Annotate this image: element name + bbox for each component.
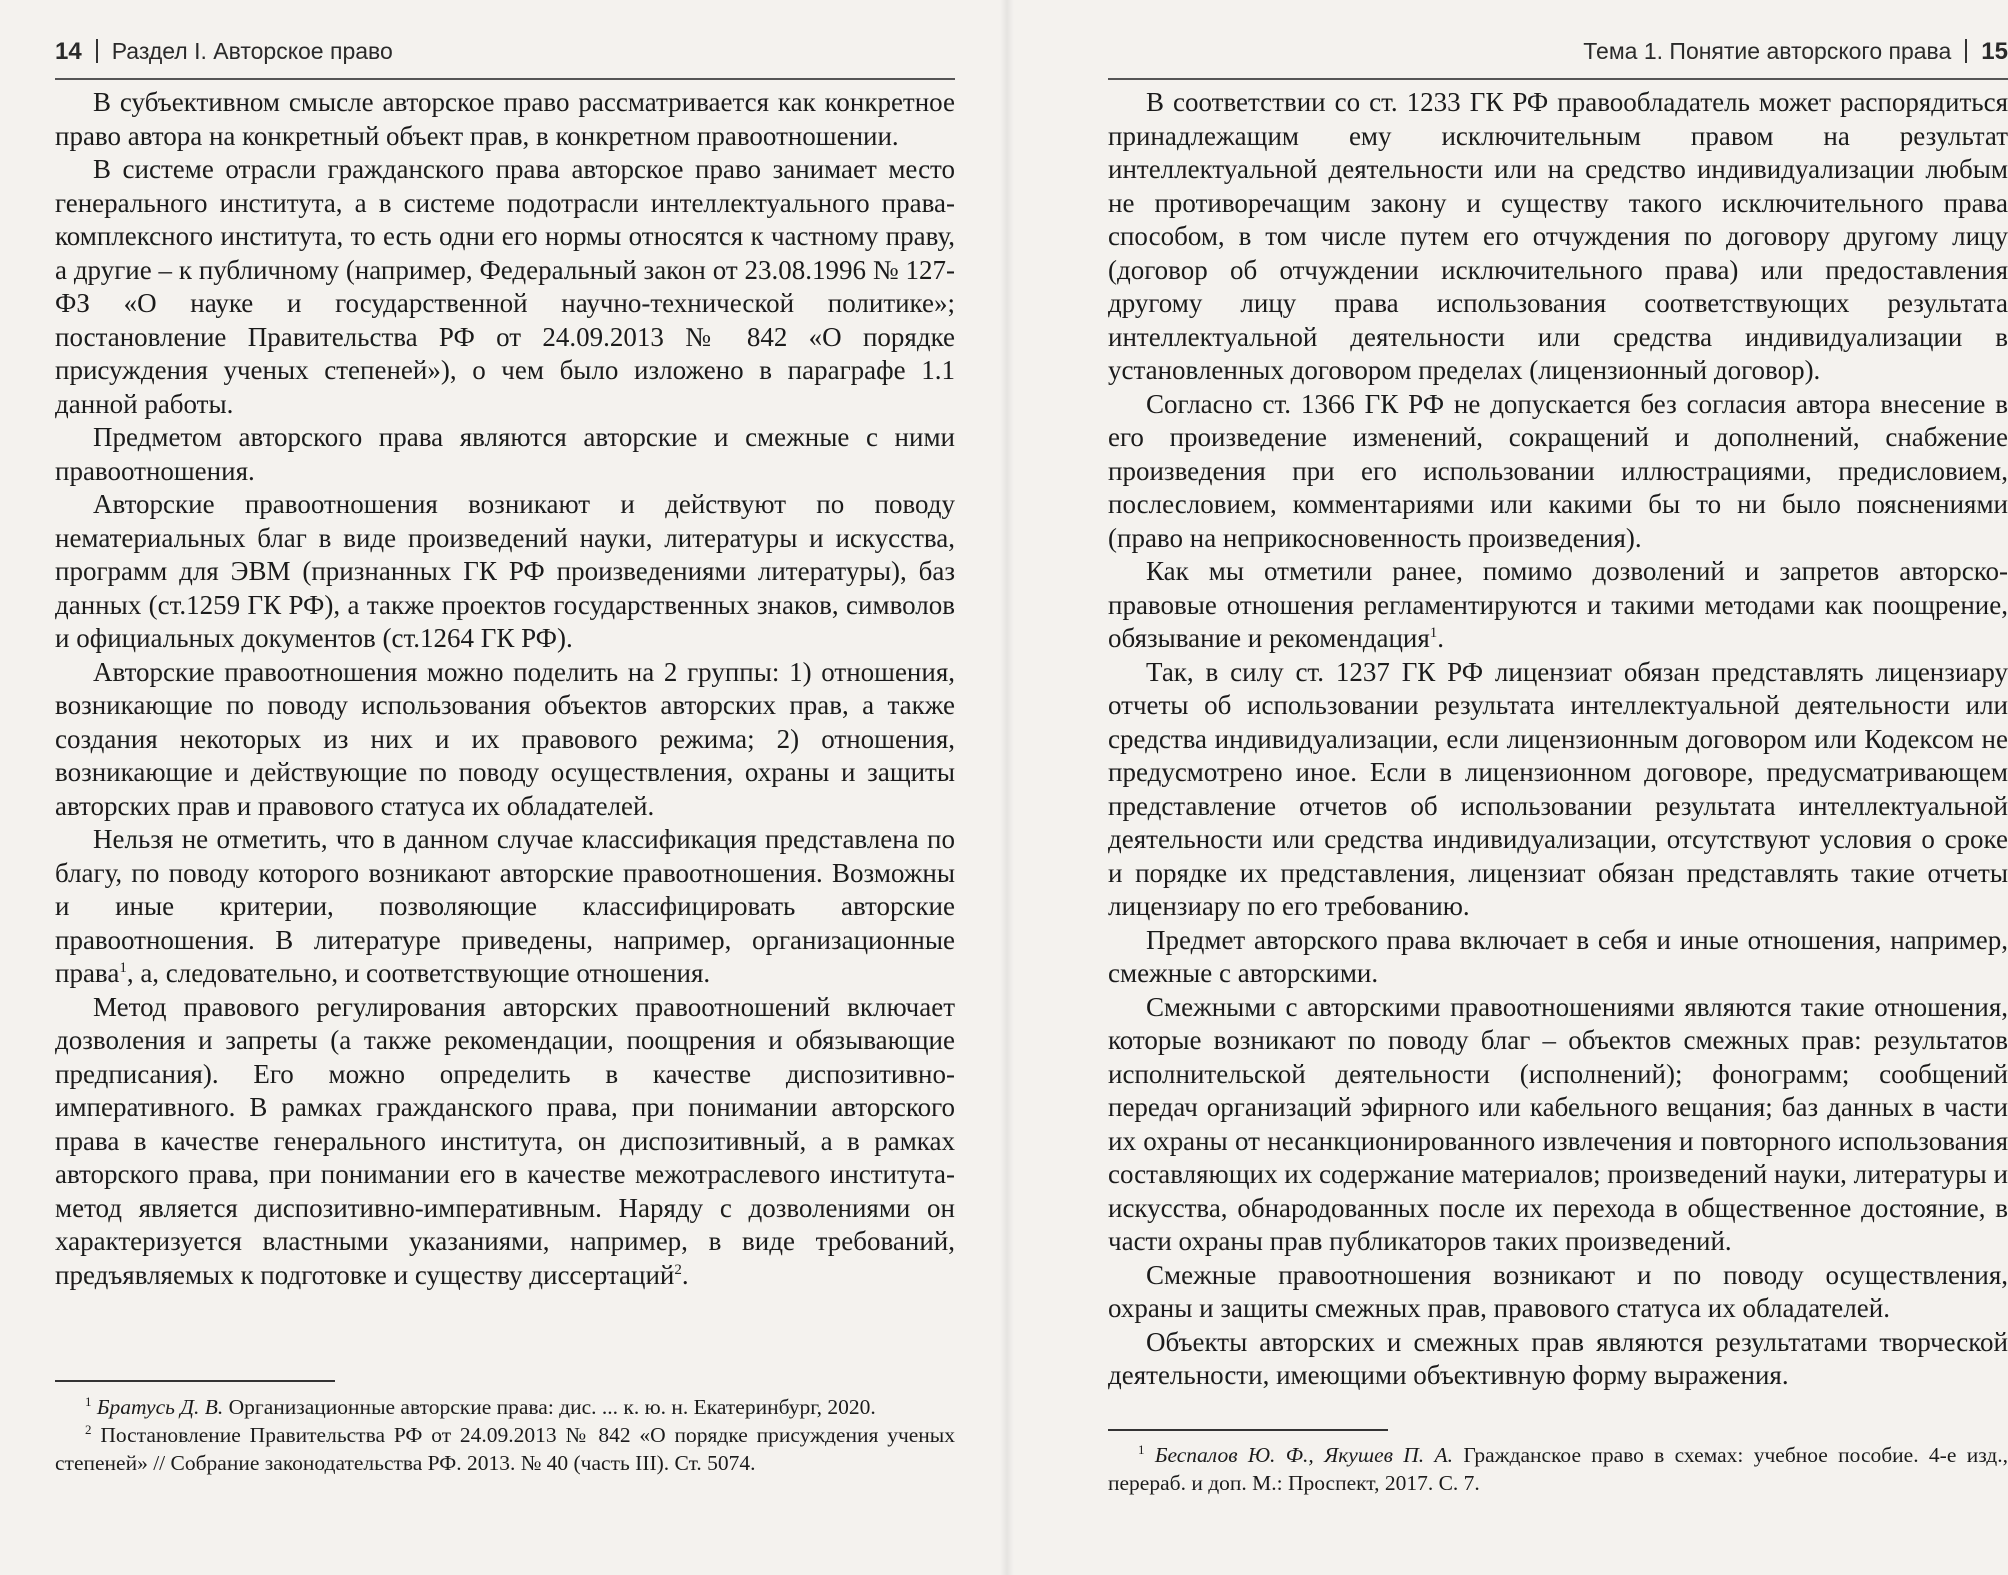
header-separator: [96, 39, 98, 63]
paragraph-text: .: [681, 1259, 689, 1290]
footnote-text: Гражданское право в схемах: учебное пособие. 4-е изд., перераб. и доп. М.: Проспект, 2017. С. 7.: [1108, 1443, 2008, 1495]
paragraph: Предметом авторского права являются авторские и смежные с ними правоотношения.: [55, 422, 955, 486]
left-page-number: 14: [55, 38, 82, 65]
paragraph: Авторские правоотношения возникают и действуют по поводу нематериальных благ в виде произведений науки, литературы и искусства, программ для ЭВМ (признанных ГК РФ произведениями литературы), баз данных (ст.1259 ГК РФ), а также проектов государственных знаков, символов и официальных документов (ст.1264 ГК РФ).: [55, 489, 955, 653]
footnote: [55, 1421, 955, 1477]
footnote-divider: [55, 1380, 335, 1382]
footnote-author: Братусь Д. В.: [96, 1395, 224, 1419]
paragraph: Авторские правоотношения можно поделить на 2 группы: 1) отношения, возникающие по поводу использования объектов авторских прав, а также создания некоторых из них и их правового режима; 2) отношения, возникающие и действующие по поводу осуществления, охраны и защиты авторских прав и правового статуса их обладателей.: [55, 656, 955, 821]
right-page: [1108, 0, 2008, 1575]
paragraph: Смежные правоотношения возникают и по поводу осуществления, охраны и защиты смежных прав, правового статуса их обладателей.: [1108, 1259, 2008, 1323]
footnote: [1108, 1441, 2008, 1497]
right-page-header: [1108, 38, 2008, 80]
footnote-text: Постановление Правительства РФ от 24.09.2013 № 842 «О порядке присуждения ученых степеней» // Собрание законодательства РФ. 2013. № 40 (часть III). Ст. 5074.: [55, 1423, 956, 1475]
paragraph: Предмет авторского права включает в себя и иные отношения, например, смежные с авторскими.: [1108, 924, 2008, 988]
paragraph: Смежными с авторскими правоотношениями являются такие отношения, которые возникают по поводу благ – объектов смежных прав: результатов исполнительской деятельности (исполнений); фонограмм; сообщений передач организаций эфирного или кабельного вещания; баз данных в части их охраны от несанкционированного извлечения и повторного использования составляющих их содержание материалов; произведений науки, литературы и искусства, обнародованных после их перехода в общественное достояние, в части охраны прав публикаторов таких произведений.: [1108, 991, 2008, 1256]
footnote-mark: 1: [1138, 1441, 1145, 1457]
paragraph: В системе отрасли гражданского права авторское право занимает место генерального института, а в системе подотрасли интеллектуального права- комплексного института, то есть одни его нормы относятся к частному праву, а другие – к публичному (например, Федеральный закон от 23.08.1996 № 127-ФЗ «О науке и государственной научно-технической политике»; постановление Правительства РФ от 24.09.2013 № 842 «О порядке присуждения ученых степеней»), о чем было изложено в параграфе 1.1 данной работы.: [55, 154, 955, 419]
paragraph: Так, в силу ст. 1237 ГК РФ лицензиат обязан представлять лицензиару отчеты об использовании результата интеллектуальной деятельности или средства индивидуализации, если лицензионным договором или Кодексом не предусмотрено иное. Если в лицензионном договоре, предусматривающем представление отчетов об использовании результата интеллектуальной деятельности или средства индивидуализации, отсутствуют условия о сроке и порядке их представления, лицензиат обязан представлять такие отчеты лицензиару по его требованию.: [1108, 656, 2008, 921]
footnote-ref[interactable]: 2: [674, 1261, 682, 1278]
right-page-number: 15: [1981, 38, 2008, 65]
paragraph-text: , а, следовательно, и соответствующие отношения.: [126, 958, 711, 988]
left-page-header: [55, 38, 955, 80]
footnote: [55, 1393, 955, 1421]
paragraph: В соответствии со ст. 1233 ГК РФ правообладатель может распорядиться принадлежащим ему исключительным правом на результат интеллектуальной деятельности или на средство индивидуализации любым не противоречащим закону и существу такого исключительного права способом, в том числе путем его отчуждения по договору другому лицу (договор об отчуждении исключительного права) или предоставления другому лицу права использования соответствующих результата интеллектуальной деятельности или средства индивидуализации в установленных договором пределах (лицензионный договор).: [1108, 87, 2008, 385]
left-body-text: [55, 86, 955, 1292]
footnote-ref[interactable]: 1: [119, 960, 127, 976]
paragraph: [55, 991, 955, 1293]
right-running-head: Тема 1. Понятие авторского права: [1583, 38, 1952, 64]
left-footnotes: [55, 1393, 955, 1477]
paragraph-text: Метод правового регулирования авторских правоотношений включает дозволения и запреты (а также рекомендации, поощрения и обязывающие предписания). Его можно определить в качестве диспозитивно- императивного. В рамках гражданского права, при понимании авторского права в качестве генерального института, он диспозитивный, а в рамках авторского права, при понимании его в качестве межотраслевого института- метод является диспозитивно-императивным. Наряду с дозволениями он характеризуется властными указаниями, например, в виде требований, предъявляемых к подготовке и существу диссертаций: [55, 991, 955, 1290]
footnote-mark: 1: [85, 1393, 92, 1409]
paragraph-text: Нельзя не отметить, что в данном случае классификация представлена по благу, по поводу которого возникают авторские правоотношения. Возможны и иные критерии, позволяющие классифицировать авторские правоотношения. В литературе приведены, например, организационные права: [55, 824, 955, 988]
header-separator: [1965, 39, 1967, 63]
paragraph: [55, 823, 955, 991]
footnote-ref[interactable]: 1: [1429, 625, 1438, 641]
left-running-head: Раздел I. Авторское право: [111, 38, 393, 64]
footnote-divider: [1108, 1429, 1388, 1431]
book-gutter: [1000, 0, 1014, 1575]
paragraph: Объекты авторских и смежных прав являются результатами творческой деятельности, имеющими объективную форму выражения.: [1108, 1326, 2008, 1390]
paragraph: [1108, 555, 2008, 656]
footnote-text: Организационные авторские права: дис. ... к. ю. н. Екатеринбург, 2020.: [223, 1395, 876, 1419]
left-page: [55, 0, 955, 1575]
paragraph: В субъективном смысле авторское право рассматривается как конкретное право автора на конкретный объект прав, в конкретном правоотношении.: [55, 87, 955, 151]
right-footnotes: [1108, 1441, 2008, 1497]
paragraph-text: Как мы отметили ранее, помимо дозволений и запретов авторско-правовые отношения регламентируются и такими методами как поощрение, обязывание и рекомендация: [1108, 556, 2008, 653]
footnote-author: Беспалов Ю. Ф., Якушев П. А.: [1154, 1443, 1453, 1467]
right-body-text: [1108, 86, 2008, 1393]
paragraph: Согласно ст. 1366 ГК РФ не допускается без согласия автора внесение в его произведение изменений, сокращений и дополнений, снабжение произведения при его использовании иллюстрациями, предисловием, послесловием, комментариями или какими бы то ни было пояснениями (право на неприкосновенность произведения).: [1108, 388, 2008, 553]
paragraph-text: .: [1437, 623, 1445, 653]
footnote-mark: 2: [85, 1421, 92, 1437]
